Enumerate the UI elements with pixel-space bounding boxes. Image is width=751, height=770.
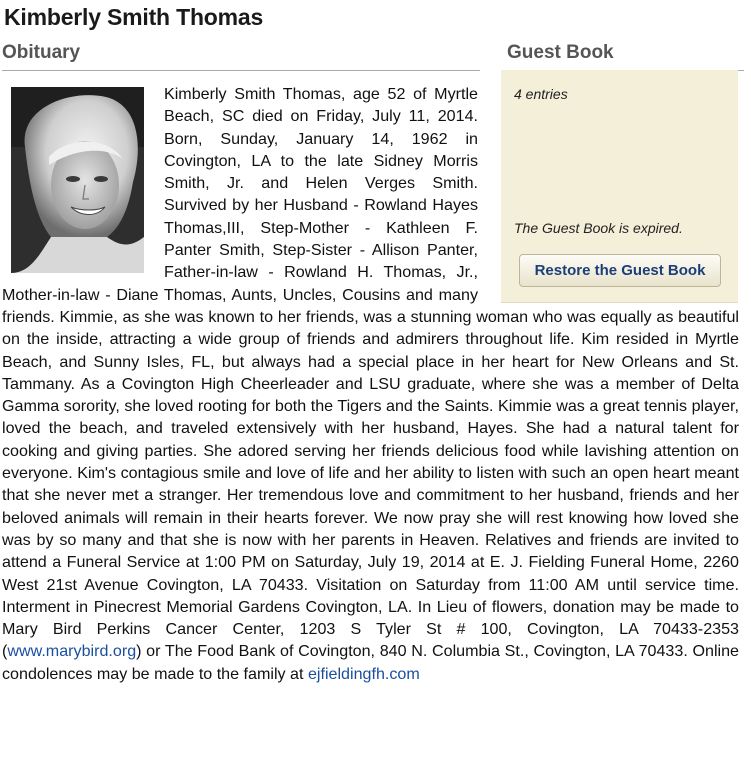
guestbook-entries-count: 4 entries [514, 86, 568, 102]
guestbook-expired-notice: The Guest Book is expired. [514, 220, 683, 236]
obituary-body-text: Kimberly Smith Thomas, age 52 of Myrtle Beach, SC died on Friday, July 11, 2014. Born, Sunday, January 14, 1962 in Covington, LA to the late Sidney Morris Smith, Jr. and Helen Verges Smith. Survived by her Husband - Rowland Hayes Thomas,III, Step-Mother - Kathleen F. Panter Smith, Step-Sister - Allison Panter, Father-in-law - Rowland H. Thomas, Jr., Mother-in-law - Diane Thomas, Aunts, Uncles, Cousins and many friends. Kimmie, as she was known to her friends, was a stunning woman who was equally as beautiful on the inside, attracting a wide group of friends and admirers throughout life. Kim resided in Myrtle Beach, and Sunny Isles, FL, but always had a special place in her heart for New Orleans and St. Tammany. As a Covington High Cheerleader and LSU graduate, where she was a member of Delta Gamma sorority, she loved rooting for both the Tigers and the Saints. Kimmie was a great tennis player, loved the beach, and traveled extensively with her husband, Hayes. She had a natural talent for cooking and giving parties. She adored serving her friends delicious food while lavishing attention on everyone. Kim's contagious smile and love of life and her ability to listen with such an open heart meant that she never met a stranger. Her tremendous love and commitment to her husband, friends and her beloved animals will remain in their hearts forever. We now pray she will rest knowing how loved she was by so many and that she is now with her parents in Heaven. Relatives and friends are invited to attend a Funeral Service at 1:00 PM on Saturday, July 19, 2014 at E. J. Fielding Funeral Home, 2260 West 21st Avenue Covington, LA 70433. Visitation on Saturday from 11:00 AM until service time. Interment in Pinecrest Memorial Gardens Covington, LA. In Lieu of flowers, donation may be made to Mary Bird Perkins Cancer Center, 1203 S Tyler St # 100, Covington, LA 70433-2353 ( [2, 85, 739, 661]
guestbook-panel [501, 70, 738, 303]
obituary-body-text-continued: ) or The Food Bank of Covington, 840 N. Columbia St., Covington, LA 70433. Online condolences may be made to the family at [2, 642, 739, 683]
obituary-heading: Obituary [2, 42, 480, 71]
portrait-image [11, 87, 144, 273]
ejfielding-link[interactable]: ejfieldingfh.com [307, 664, 420, 683]
page-title: Kimberly Smith Thomas [4, 4, 264, 30]
restore-guestbook-button[interactable]: Restore the Guest Book [519, 254, 721, 287]
marybird-link[interactable]: www.marybird.org [7, 642, 137, 661]
portrait-photo [11, 87, 144, 273]
guestbook-heading: Guest Book [501, 42, 744, 71]
